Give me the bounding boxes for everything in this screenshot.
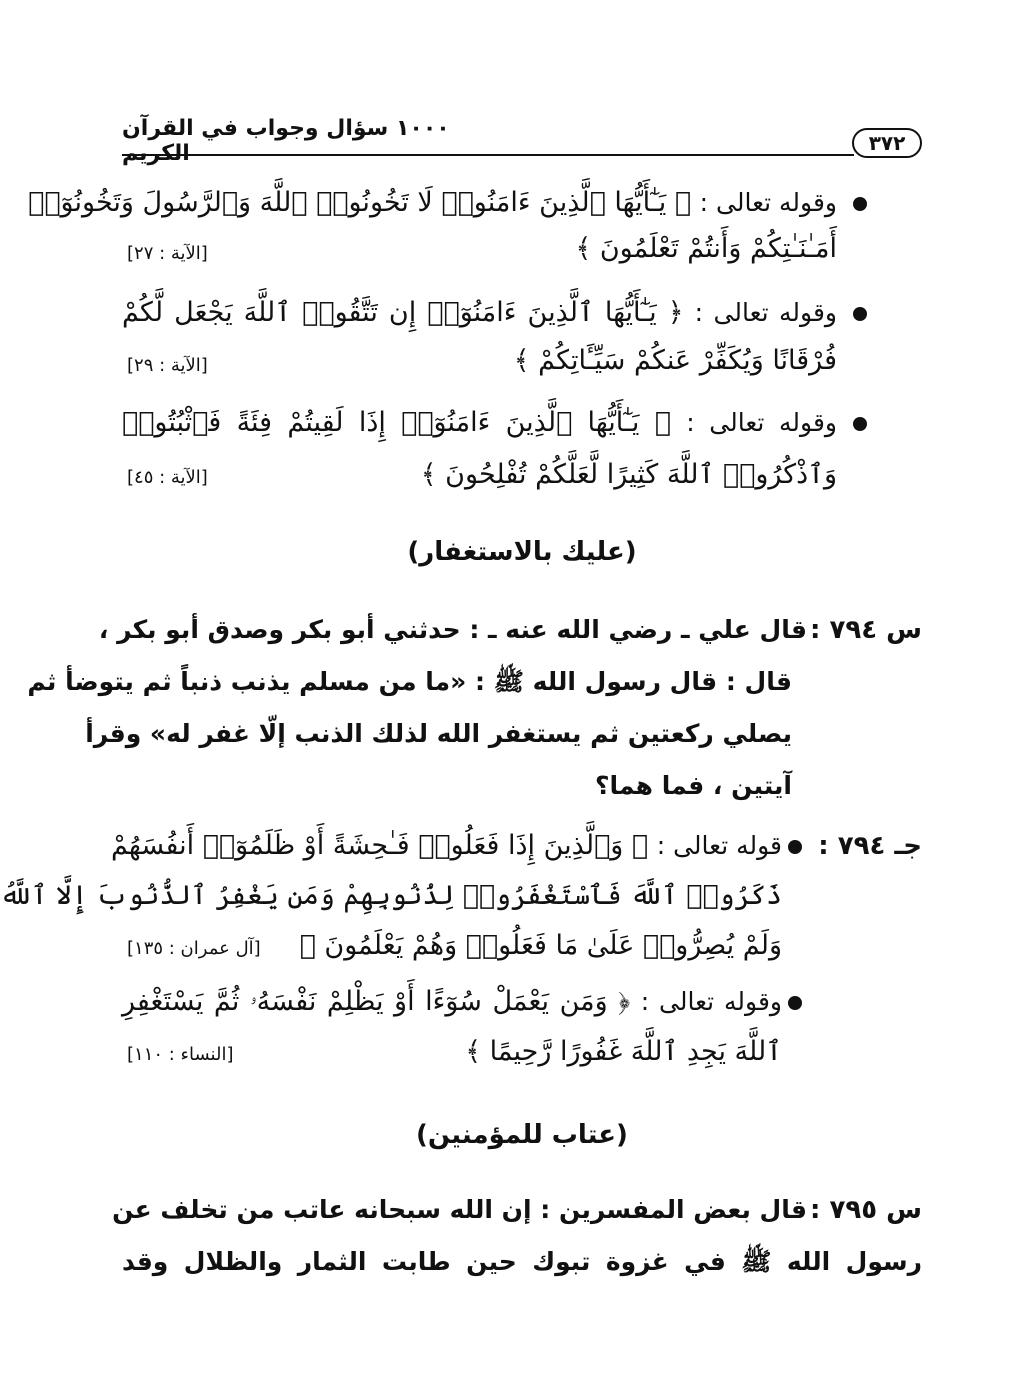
verse-reference: [النساء : ١١٠] (127, 1044, 234, 1065)
verse-reference: [آل عمران : ١٣٥] (127, 938, 261, 959)
verse-item (122, 403, 922, 493)
verse-line (122, 341, 837, 381)
verse-reference: [الآية : ٤٥] (127, 467, 208, 488)
verse-line (28, 183, 837, 223)
verse-line (122, 293, 837, 333)
verse-line (110, 826, 782, 866)
quran-text: ﴿ يَـٰٓأَيُّهَا ٱلَّذِينَ ءَامَنُوٓا۟ إِن تَتَّقُوا۟ ٱللَّهَ يَجْعَل لَّكُمْ (122, 297, 684, 328)
answer-marker: جـ ٧٩٤ : (818, 831, 922, 861)
running-title: ١٠٠٠ سؤال وجواب في القرآن الكريم (122, 116, 450, 166)
verse-line (122, 229, 837, 269)
bullet-icon (788, 996, 802, 1010)
question-marker: س ٧٩٤ : (810, 615, 922, 645)
section-heading: (عليك بالاستغفار) (407, 537, 637, 567)
bullet-icon (853, 197, 867, 211)
verse-item (28, 183, 922, 273)
quran-text: وَٱذْكُرُوا۟ ٱللَّهَ كَثِيرًا لَّعَلَّكُمْ تُفْلِحُونَ ﴾ (420, 459, 837, 490)
verse-line (122, 403, 837, 443)
verse-intro: وقوله تعالى : (694, 298, 837, 327)
section-heading: (عتاب للمؤمنين) (416, 1120, 628, 1150)
question-line: آيتين ، فما هما؟ (595, 771, 792, 800)
quran-text: وَلَمْ يُصِرُّوا۟ عَلَىٰ مَا فَعَلُوا۟ وَهُمْ يَعْلَمُونَ ﴾ (299, 930, 782, 961)
question-block (27, 604, 922, 814)
quran-text: فُرْقَانًا وَيُكَفِّرْ عَنكُمْ سَيِّـَٔاتِكُمْ ﴾ (513, 345, 837, 376)
question-line: رسول الله ﷺ في غزوة تبوك حين طابت الثمار والظلال وقد (122, 1247, 922, 1276)
verse-reference: [الآية : ٢٧] (127, 243, 208, 264)
bullet-icon (853, 307, 867, 321)
header-rule (122, 154, 854, 156)
question-marker: س ٧٩٥ : (810, 1195, 922, 1225)
question-block (112, 1184, 922, 1294)
quran-text: ﴿ وَٱلَّذِينَ إِذَا فَعَلُوا۟ فَـٰحِشَةً أَوْ ظَلَمُوٓا۟ أَنفُسَهُمْ (110, 830, 649, 861)
question-line: قال : قال رسول الله ﷺ : «ما من مسلم يذنب ذنباً ثم يتوضأ ثم (27, 667, 792, 696)
answer-block (0, 826, 922, 1076)
quran-text: ﴿ وَمَن يَعْمَلْ سُوٓءًا أَوْ يَظْلِمْ نَفْسَهُۥ ثُمَّ يَسْتَغْفِرِ (122, 986, 631, 1017)
verse-item (122, 293, 922, 383)
page-header (122, 108, 922, 166)
verse-intro: قوله تعالى : (656, 831, 782, 860)
question-line: قال علي ـ رضي الله عنه ـ : حدثني أبو بكر وصدق أبو بكر ، (98, 615, 807, 644)
verse-intro: وقوله تعالى : (699, 188, 837, 217)
verse-line (0, 876, 782, 916)
verse-line (122, 455, 837, 495)
verse-reference: [الآية : ٢٩] (127, 355, 208, 376)
quran-text: ذَكَرُوا۟ ٱللَّهَ فَٱسْتَغْفَرُوا۟ لِذُنُوبِهِمْ وَمَن يَغْفِرُ ٱلذُّنُوبَ إِلَّا ٱللَّهُ (0, 880, 782, 911)
quran-text: أَمَـٰنَـٰتِكُمْ وَأَنتُمْ تَعْلَمُونَ ﴾ (575, 233, 837, 264)
verse-intro: وقوله تعالى : (686, 408, 837, 437)
page-number: ٣٧٢ (852, 128, 922, 158)
quran-text: ﴿ يَـٰٓأَيُّهَا ٱلَّذِينَ ءَامَنُوٓا۟ إِذَا لَقِيتُمْ فِئَةً فَٱثْبُتُوا۟ (122, 407, 671, 438)
verse-line (122, 982, 782, 1022)
bullet-icon (853, 417, 867, 431)
verse-intro: وقوله تعالى : (640, 987, 782, 1016)
quran-text: ﴿ يَـٰٓأَيُّهَا ٱلَّذِينَ ءَامَنُوا۟ لَا تَخُونُوا۟ ٱللَّهَ وَٱلرَّسُولَ وَتَخُونُوٓا۟ (28, 187, 692, 218)
quran-text: ٱللَّهَ يَجِدِ ٱللَّهَ غَفُورًا رَّحِيمًا ﴾ (465, 1036, 782, 1067)
bullet-icon (788, 840, 802, 854)
question-line: قال بعض المفسرين : إن الله سبحانه عاتب من تخلف عن (112, 1195, 807, 1224)
question-line: يصلي ركعتين ثم يستغفر الله لذلك الذنب إلّا غفر له» وقرأ (85, 719, 792, 748)
